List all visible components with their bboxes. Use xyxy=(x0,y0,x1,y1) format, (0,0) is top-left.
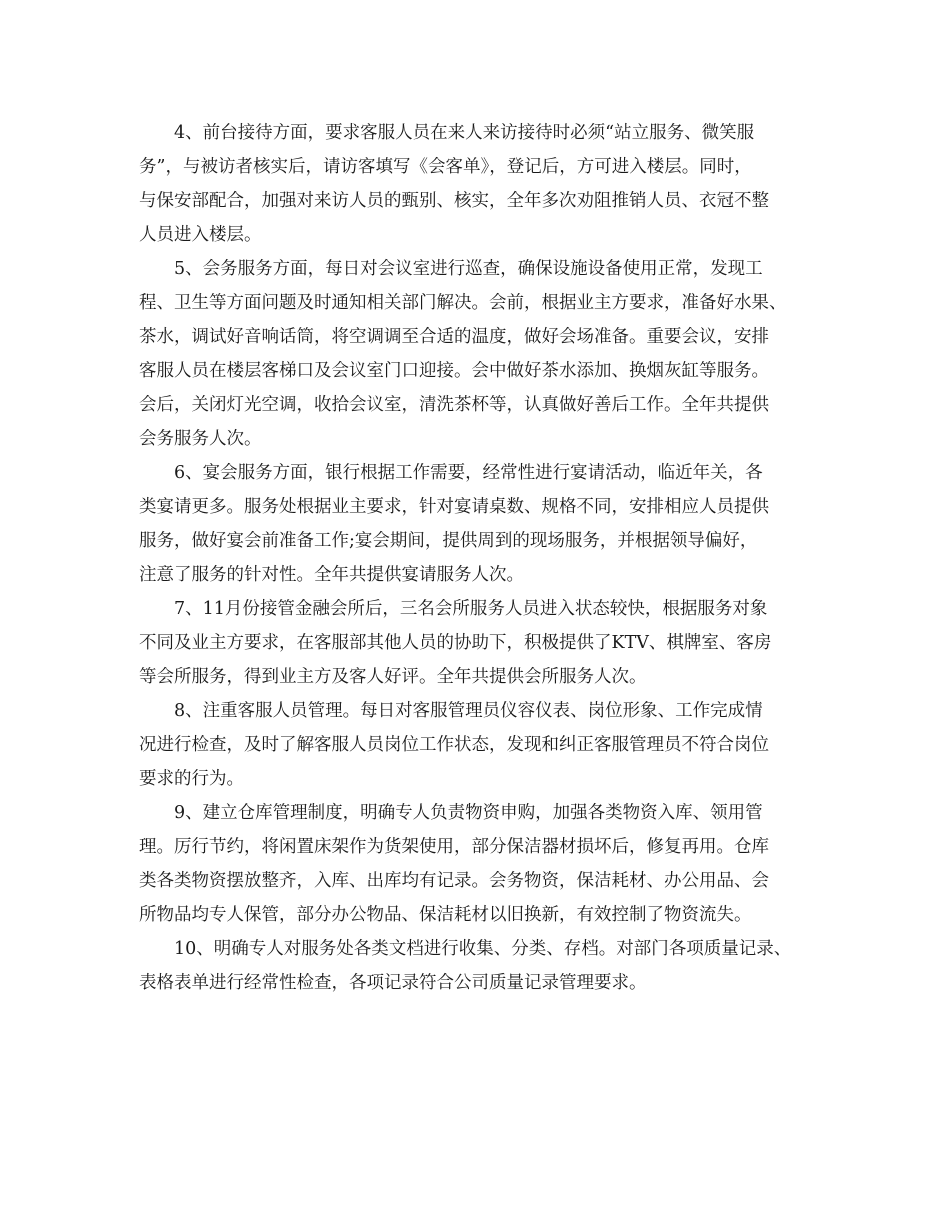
document-body xyxy=(139,116,829,1000)
text-line: 所物品均专人保管，部分办公物品、保洁耗材以旧换新，有效控制了物资流失。 xyxy=(139,905,752,925)
text-line: 类各类物资摆放整齐，入库、出库均有记录。会务物资，保洁耗材、办公用品、会 xyxy=(139,871,769,891)
text-line: 程、卫生等方面问题及时通知相关部门解决。会前，根据业主方要求，准备好水果、 xyxy=(139,293,787,313)
text-line: 表格表单进行经常性检查，各项记录符合公司质量记录管理要求。 xyxy=(139,973,647,993)
text-line: 理。厉行节约，将闲置床架作为货架使用，部分保洁器材损坏后，修复再用。仓库 xyxy=(139,837,769,857)
text-line: 5、会务服务方面，每日对会议室进行巡查，确保设施设备使用正常，发现工 xyxy=(174,259,763,279)
text-line: 6、宴会服务方面，银行根据工作需要，经常性进行宴请活动，临近年关，各 xyxy=(174,463,763,483)
text-line: 类宴请更多。服务处根据业主要求，针对宴请桌数、规格不同，安排相应人员提供 xyxy=(139,497,769,517)
text-line: 9、建立仓库管理制度，明确专人负责物资申购，加强各类物资入库、领用管 xyxy=(174,803,763,823)
text-line: 况进行检查，及时了解客服人员岗位工作状态，发现和纠正客服管理员不符合岗位 xyxy=(139,735,769,755)
text-line: 要求的行为。 xyxy=(139,769,244,789)
paragraph-7 xyxy=(139,592,829,694)
text-line: 与保安部配合，加强对来访人员的甄别、核实，全年多次劝阻推销人员、衣冠不整 xyxy=(139,191,769,211)
paragraph-9 xyxy=(139,796,829,932)
text-line: 7、11月份接管金融会所后，三名会所服务人员进入状态较快，根据服务对象 xyxy=(174,599,768,619)
text-line: 10、明确专人对服务处各类文档进行收集、分类、存档。对部门各项质量记录、 xyxy=(174,939,792,959)
text-line: 会务服务人次。 xyxy=(139,429,262,449)
text-line: 茶水，调试好音响话筒，将空调调至合适的温度，做好会场准备。重要会议，安排 xyxy=(139,327,769,347)
text-line: 等会所服务，得到业主方及客人好评。全年共提供会所服务人次。 xyxy=(139,667,647,687)
text-line: 务”，与被访者核实后，请访客填写《会客单》，登记后，方可进入楼层。同时， xyxy=(139,157,752,177)
text-line: 服务，做好宴会前准备工作;宴会期间，提供周到的现场服务，并根据领导偏好， xyxy=(139,531,758,551)
text-line: 不同及业主方要求，在客服部其他人员的协助下，积极提供了KTV、棋牌室、客房 xyxy=(139,633,772,653)
paragraph-4 xyxy=(139,116,829,252)
text-line: 人员进入楼层。 xyxy=(139,225,262,245)
text-line: 会后，关闭灯光空调，收拾会议室，清洗茶杯等，认真做好善后工作。全年共提供 xyxy=(139,395,769,415)
paragraph-8 xyxy=(139,694,829,796)
text-line: 注意了服务的针对性。全年共提供宴请服务人次。 xyxy=(139,565,524,585)
paragraph-6 xyxy=(139,456,829,592)
text-line: 8、注重客服人员管理。每日对客服管理员仪容仪表、岗位形象、工作完成情 xyxy=(174,701,763,721)
paragraph-10 xyxy=(139,932,829,1000)
text-line: 客服人员在楼层客梯口及会议室门口迎接。会中做好茶水添加、换烟灰缸等服务。 xyxy=(139,361,769,381)
text-line: 4、前台接待方面，要求客服人员在来人来访接待时必须“站立服务、微笑服 xyxy=(174,123,755,143)
paragraph-5 xyxy=(139,252,829,456)
